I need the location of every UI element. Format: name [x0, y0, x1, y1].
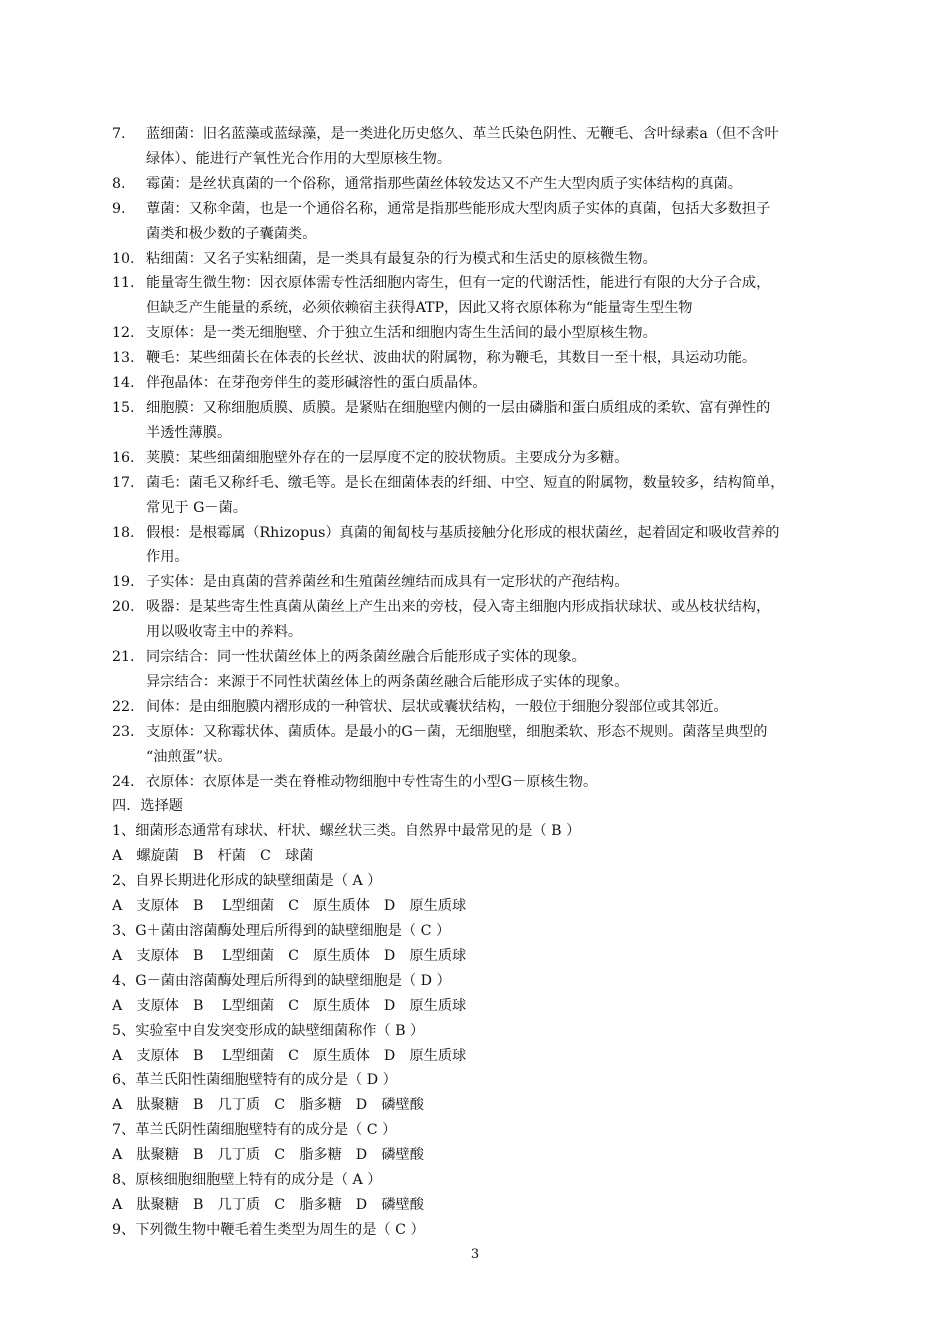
option-item: D 原生质球	[383, 898, 467, 915]
definition-number: 20.	[112, 599, 135, 616]
option-item: C 脂多糖	[274, 1097, 342, 1114]
option-item: B L型细菌	[193, 947, 275, 964]
question-text: 5、实验室中自发突变形成的缺壁细菌称作（ B ）	[112, 1022, 425, 1039]
definition-item	[112, 346, 872, 371]
definition-text: 粘细菌：又名子实粘细菌，是一类具有最复杂的行为模式和生活史的原核微生物。	[146, 250, 657, 267]
option-item: B L型细菌	[193, 1047, 275, 1064]
definition-number: 24.	[112, 773, 135, 790]
option-item: C 原生质体	[288, 997, 370, 1014]
definition-item	[112, 396, 872, 421]
questions-list	[112, 819, 872, 1242]
question-options	[112, 944, 872, 969]
option-item: C 原生质体	[288, 947, 370, 964]
option-item: D 磷壁酸	[355, 1147, 424, 1164]
definition-item	[112, 720, 872, 745]
definition-text: 间体：是由细胞膜内褶形成的一种管状、层状或囊状结构，一般位于细胞分裂部位或其邻近。	[146, 698, 728, 715]
definition-number: 22.	[112, 698, 135, 715]
definition-text: 同宗结合：同一性状菌丝体上的两条菌丝融合后能形成子实体的现象。	[146, 649, 586, 666]
question-text: 2、自界长期进化形成的缺壁细菌是（ A ）	[112, 873, 382, 890]
definition-number: 10.	[112, 250, 135, 267]
definition-text: 鞭毛：某些细菌长在体表的长丝状、波曲状的附属物，称为鞭毛，其数目一至十根，具运动功能。	[146, 350, 757, 367]
definition-text: 子实体：是由真菌的营养菌丝和生殖菌丝缠结而成具有一定形状的产孢结构。	[146, 574, 629, 591]
definition-item	[112, 595, 872, 620]
definition-continuation: 但缺乏产生能量的系统，必须依赖宿主获得ATP，因此又将衣原体称为“能量寄生型生物	[146, 300, 693, 317]
question-options	[112, 1044, 872, 1069]
option-item: D 磷壁酸	[355, 1196, 424, 1213]
definition-item	[112, 197, 872, 222]
definition-text: 支原体：又称霉状体、菌质体。是最小的G－菌，无细胞壁，细胞柔软、形态不规则。菌落呈典型的	[146, 723, 768, 740]
option-item: A 肽聚糖	[112, 1196, 179, 1213]
definition-item	[112, 770, 872, 795]
definition-number: 9.	[112, 200, 126, 217]
definitions-list	[112, 122, 872, 794]
option-item: C 球菌	[260, 848, 314, 865]
definition-item	[112, 446, 872, 471]
question-options	[112, 994, 872, 1019]
definition-continuation: 半透性薄膜。	[146, 424, 232, 441]
definition-text: 假根：是根霉属（Rhizopus）真菌的匍匐枝与基质接触分化形成的根状菌丝，起着固定和吸收营养的	[146, 524, 780, 541]
option-item: A 肽聚糖	[112, 1147, 179, 1164]
option-item: B 几丁质	[193, 1147, 261, 1164]
definition-item	[112, 371, 872, 396]
option-item: C 原生质体	[288, 898, 370, 915]
question-text: 9、下列微生物中鞭毛着生类型为周生的是（ C ）	[112, 1221, 425, 1238]
definition-item	[112, 471, 872, 496]
definition-item	[112, 172, 872, 197]
definition-number: 7.	[112, 126, 126, 142]
definition-text: 荚膜：某些细菌细胞壁外存在的一层厚度不定的胶状物质。主要成分为多糖。	[146, 449, 629, 466]
option-item: D 原生质球	[383, 947, 467, 964]
definition-number: 19.	[112, 574, 135, 591]
definition-number: 15.	[112, 399, 135, 416]
document-page	[112, 122, 872, 1243]
option-item: D 磷壁酸	[355, 1097, 424, 1114]
option-item: A 支原体	[112, 997, 179, 1014]
definition-item	[112, 321, 872, 346]
definition-item	[112, 271, 872, 296]
definition-text: 霉菌：是丝状真菌的一个俗称，通常指那些菌丝体较发达又不产生大型肉质子实体结构的真菌。	[146, 175, 742, 192]
definition-item	[112, 695, 872, 720]
option-item: C 脂多糖	[274, 1147, 342, 1164]
option-item: C 脂多糖	[274, 1196, 342, 1213]
section-heading: 四．选择题	[112, 798, 183, 815]
definition-continuation: 用以吸收寄主中的养料。	[146, 624, 303, 641]
question-options	[112, 1093, 872, 1118]
option-item: A 肽聚糖	[112, 1097, 179, 1114]
definition-text: 吸器：是某些寄生性真菌从菌丝上产生出来的旁枝，侵入寄主细胞内形成指状球状、或丛枝状结构，	[146, 599, 771, 616]
definition-text: 能量寄生微生物：因衣原体需专性活细胞内寄生，但有一定的代谢活性，能进行有限的大分子合成，	[146, 275, 771, 292]
definition-number: 17.	[112, 474, 135, 491]
definition-number: 18.	[112, 524, 135, 541]
question-options	[112, 1143, 872, 1168]
option-item: D 原生质球	[383, 997, 467, 1014]
definition-text: 支原体：是一类无细胞壁、介于独立生活和细胞内寄生生活间的最小型原核生物。	[146, 325, 657, 342]
definition-number: 12.	[112, 325, 135, 342]
definition-text: 菌毛：菌毛又称纤毛、缴毛等。是长在细菌体表的纤细、中空、短直的附属物，数量较多，结构简单，	[146, 474, 785, 491]
definition-item	[112, 247, 872, 272]
definition-text: 细胞膜：又称细胞质膜、质膜。是紧贴在细胞壁内侧的一层由磷脂和蛋白质组成的柔软、富有弹性的	[146, 399, 771, 416]
definition-continuation: 作用。	[146, 549, 189, 566]
option-item: A 螺旋菌	[112, 848, 179, 865]
question-text: 3、G＋菌由溶菌酶处理后所得到的缺壁细胞是（ C ）	[112, 923, 451, 939]
definition-number: 23.	[112, 723, 135, 740]
question-text: 8、原核细胞细胞壁上特有的成分是（ A ）	[112, 1172, 382, 1189]
definition-number: 8.	[112, 175, 126, 192]
option-item: B 几丁质	[193, 1196, 261, 1213]
option-item: A 支原体	[112, 947, 179, 964]
option-item: B 杆菌	[193, 848, 246, 865]
definition-number: 21.	[112, 649, 135, 666]
option-item: D 原生质球	[383, 1047, 467, 1064]
definition-text: 衣原体：衣原体是一类在脊椎动物细胞中专性寄生的小型G－原核生物。	[146, 773, 598, 790]
option-item: B L型细菌	[193, 898, 275, 915]
option-item: A 支原体	[112, 898, 179, 915]
definition-item	[112, 570, 872, 595]
definition-text: 蓝细菌：旧名蓝藻或蓝绿藻，是一类进化历史悠久、革兰氏染色阴性、无鞭毛、含叶绿素a（但不含叶	[146, 126, 779, 142]
definition-continuation: 异宗结合：来源于不同性状菌丝体上的两条菌丝融合后能形成子实体的现象。	[146, 673, 629, 690]
definition-continuation: 菌类和极少数的子囊菌类。	[146, 225, 317, 242]
page-number: 3	[470, 1247, 480, 1262]
option-item: B L型细菌	[193, 997, 275, 1014]
question-text: 1、细菌形态通常有球状、杆状、螺丝状三类。自然界中最常见的是（ B ）	[112, 823, 581, 840]
definition-text: 伴孢晶体：在芽孢旁伴生的菱形碱溶性的蛋白质晶体。	[146, 375, 487, 392]
definition-number: 11.	[112, 275, 135, 292]
definition-number: 16.	[112, 449, 135, 466]
definition-continuation: 常见于 G－菌。	[146, 499, 247, 516]
option-item: B 几丁质	[193, 1097, 261, 1114]
question-text: 7、革兰氏阴性菌细胞壁特有的成分是（ C ）	[112, 1122, 397, 1139]
definition-item	[112, 122, 872, 147]
question-text: 6、革兰氏阳性菌细胞壁特有的成分是（ D ）	[112, 1072, 397, 1089]
definition-number: 14.	[112, 375, 135, 392]
definition-continuation: 绿体）、能进行产氧性光合作用的大型原核生物。	[146, 150, 452, 167]
definition-continuation: “油煎蛋”状。	[146, 748, 232, 765]
definition-text: 蕈菌：又称伞菌，也是一个通俗名称，通常是指那些能形成大型肉质子实体的真菌，包括大多数担子	[146, 200, 771, 217]
question-options	[112, 844, 872, 869]
option-item: C 原生质体	[288, 1047, 370, 1064]
definition-item	[112, 521, 872, 546]
definition-number: 13.	[112, 350, 135, 367]
question-text: 4、G－菌由溶菌酶处理后所得到的缺壁细胞是（ D ）	[112, 972, 451, 989]
question-options	[112, 894, 872, 919]
option-item: A 支原体	[112, 1047, 179, 1064]
definition-item	[112, 645, 872, 670]
question-options	[112, 1193, 872, 1218]
